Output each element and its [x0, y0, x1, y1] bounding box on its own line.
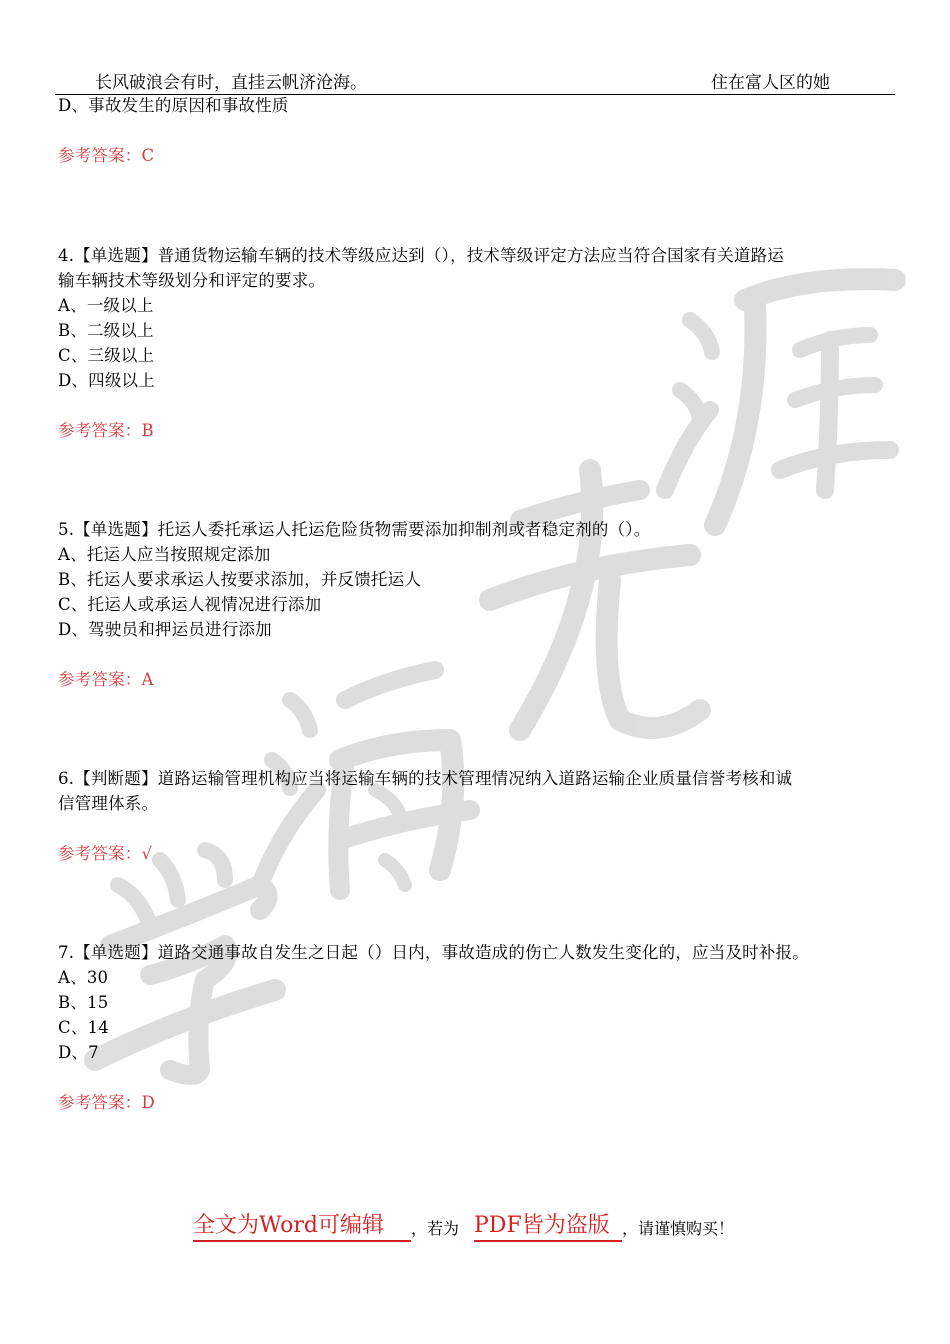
page-header [55, 64, 895, 95]
answer: 参考答案：B [58, 421, 154, 440]
question-stem-line: 信管理体系。 [58, 794, 159, 813]
option-c: C、托运人或承运人视情况进行添加 [58, 595, 322, 614]
question-stem-line: 4.【单选题】普通货物运输车辆的技术等级应达到（），技术等级评定方法应当符合国家有关道路运 [58, 246, 784, 265]
footer-underline-2 [474, 1240, 622, 1242]
answer: 参考答案：D [58, 1093, 155, 1112]
question-7 [58, 940, 898, 1115]
prev-option-d: D、事故发生的原因和事故性质 [58, 96, 289, 115]
question-6 [58, 766, 898, 866]
answer: 参考答案：√ [58, 844, 153, 863]
option-a: A、30 [58, 968, 109, 987]
question-stem-line: 输车辆技术等级划分和评定的要求。 [58, 271, 326, 290]
answer: 参考答案：A [58, 670, 154, 689]
footer-connector: ，若为 [411, 1219, 460, 1238]
option-d: D、7 [58, 1043, 99, 1062]
header-author: 住在富人区的她 [711, 73, 830, 93]
option-a: A、一级以上 [58, 296, 154, 315]
option-c: C、14 [58, 1018, 109, 1037]
header-motto: 长风破浪会有时，直挂云帆济沧海。 [95, 73, 367, 93]
footer-caution: ，请谨慎购买！ [622, 1219, 735, 1238]
footer-word-editable: 全文为Word可编辑 [193, 1213, 384, 1238]
option-d: D、驾驶员和押运员进行添加 [58, 620, 272, 639]
question-stem-line: 6.【判断题】道路运输管理机构应当将运输车辆的技术管理情况纳入道路运输企业质量信誉考核和诚 [58, 769, 793, 788]
question-stem-line: 5.【单选题】托运人委托承运人托运危险货物需要添加抑制剂或者稳定剂的（）。 [58, 520, 651, 539]
option-b: B、15 [58, 993, 109, 1012]
footer-underline-1 [193, 1240, 411, 1242]
option-b: B、二级以上 [58, 321, 154, 340]
option-a: A、托运人应当按照规定添加 [58, 545, 271, 564]
question-5 [58, 517, 898, 692]
question-4 [58, 243, 898, 443]
option-b: B、托运人要求承运人按要求添加，并反馈托运人 [58, 570, 422, 589]
footer-pdf-warning: PDF皆为盗版 [474, 1213, 610, 1238]
prev-answer: 参考答案：C [58, 146, 155, 165]
document-body [58, 93, 898, 1115]
option-d: D、四级以上 [58, 371, 155, 390]
option-c: C、三级以上 [58, 346, 155, 365]
question-stem-line: 7.【单选题】道路交通事故自发生之日起（）日内，事故造成的伤亡人数发生变化的，应当及时补报。 [58, 943, 809, 962]
footer-notice [193, 1204, 793, 1244]
